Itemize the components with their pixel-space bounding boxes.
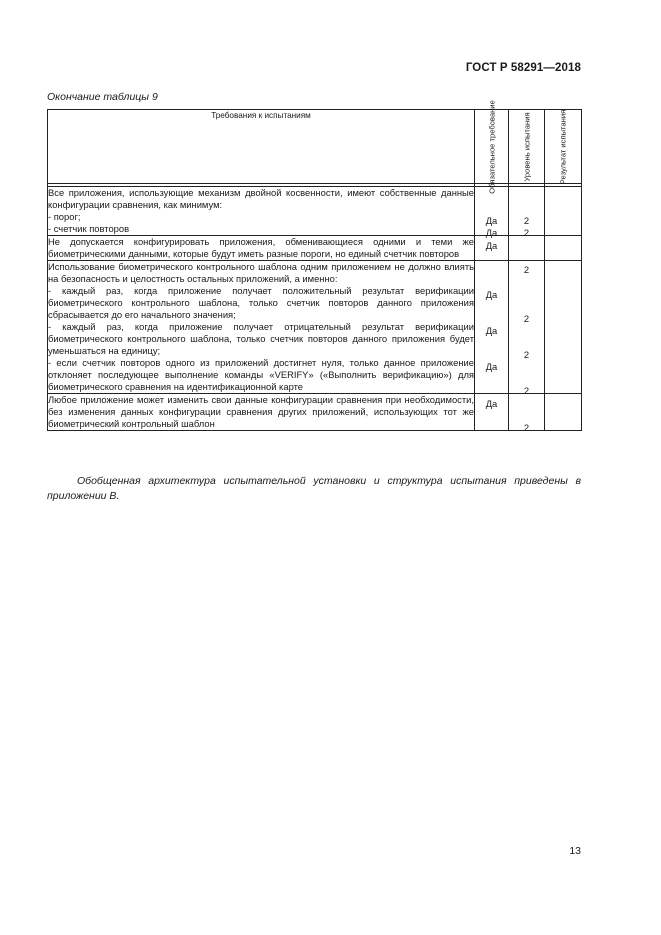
requirement-line: - счетчик повторов [48, 223, 130, 234]
footnote: Обобщенная архитектура испытательной установки и структура испытания приведены в приложении В. [47, 475, 581, 502]
result-cell [545, 261, 582, 394]
header-mandatory-label: Обязательное требование [487, 99, 496, 194]
requirement-text [48, 236, 475, 261]
result-cell [545, 236, 582, 261]
level-cell [509, 261, 545, 394]
mandatory-cell [475, 187, 509, 236]
requirement-line: Любое приложение может изменить свои данные конфигурации сравнения при необходимости, без изменения данных конфигурации сравнения других приложений, использующих тот же биометрический контрольный шаблон [48, 394, 474, 429]
level-mark: 2 [523, 422, 530, 433]
requirement-line: - если счетчик повторов одного из приложений достигнет нуля, только данное приложение отклоняет последующее выполнение команды «VERIFY» («Выполнить верификацию») для биометрического сравнения на идентификационной карте [48, 357, 474, 392]
level-cell [509, 394, 545, 431]
table-caption: Окончание таблицы 9 [47, 91, 158, 103]
header-mandatory [475, 99, 509, 194]
table-body [48, 187, 582, 431]
level-mark: 2 [523, 349, 530, 360]
header-level-label: Уровень испытания [522, 111, 531, 182]
requirement-line: - каждый раз, когда приложение получает положительный результат верификации биометрического контрольного шаблона, только счетчик повторов данного приложения сбрасывается до его начального значения; [48, 285, 474, 320]
result-cell [545, 187, 582, 236]
level-mark: 2 [523, 313, 530, 324]
mandatory-cell [475, 261, 509, 394]
level-cell [509, 236, 545, 275]
table-row [48, 261, 582, 394]
mandatory-mark: Да [485, 215, 498, 226]
header-result-label: Результат испытания [558, 109, 568, 184]
result-cell [545, 394, 582, 431]
mandatory-cell [475, 236, 509, 261]
header-requirements: Требования к испытаниям [48, 110, 475, 184]
table-row [48, 394, 582, 431]
mandatory-mark: Да [485, 289, 498, 300]
requirement-line: Использование биометрического контрольного шаблона одним приложением не должно влиять на безопасность и целостность остальных приложений, а именно: [48, 261, 474, 284]
mandatory-mark: Да [485, 361, 498, 372]
header-level [509, 110, 545, 184]
requirement-line: - каждый раз, когда приложение получает отрицательный результат верификации биометрического контрольного шаблона, только счетчик повторов данного приложения будет уменьшаться на единицу; [48, 321, 474, 356]
mandatory-mark: Да [485, 227, 498, 238]
requirement-text [48, 261, 475, 394]
level-mark: 2 [523, 264, 530, 275]
requirement-line: Не допускается конфигурировать приложения, обменивающиеся одними и теми же биометрическими данными, которые будут иметь разные пороги, но единый счетчик повторов [48, 236, 474, 259]
page-number: 13 [569, 845, 581, 857]
header-result [545, 110, 582, 184]
requirement-line: Все приложения, использующие механизм двойной косвенности, имеют собственные данные конфигурации сравнения, как минимум: [48, 187, 474, 210]
mandatory-mark: Да [485, 240, 498, 251]
mandatory-cell [475, 394, 509, 431]
requirement-text [48, 187, 475, 236]
requirement-line: - порог; [48, 211, 81, 222]
requirement-text [48, 394, 475, 431]
level-mark: 2 [523, 215, 530, 226]
table-row [48, 187, 582, 236]
mandatory-mark: Да [485, 325, 498, 336]
level-cell [509, 187, 545, 236]
level-mark: 2 [523, 227, 530, 238]
table-row [48, 236, 582, 261]
mandatory-mark: Да [485, 398, 498, 409]
requirements-table [47, 99, 582, 433]
level-mark: 2 [523, 385, 530, 396]
document-code: ГОСТ Р 58291—2018 [465, 62, 581, 74]
